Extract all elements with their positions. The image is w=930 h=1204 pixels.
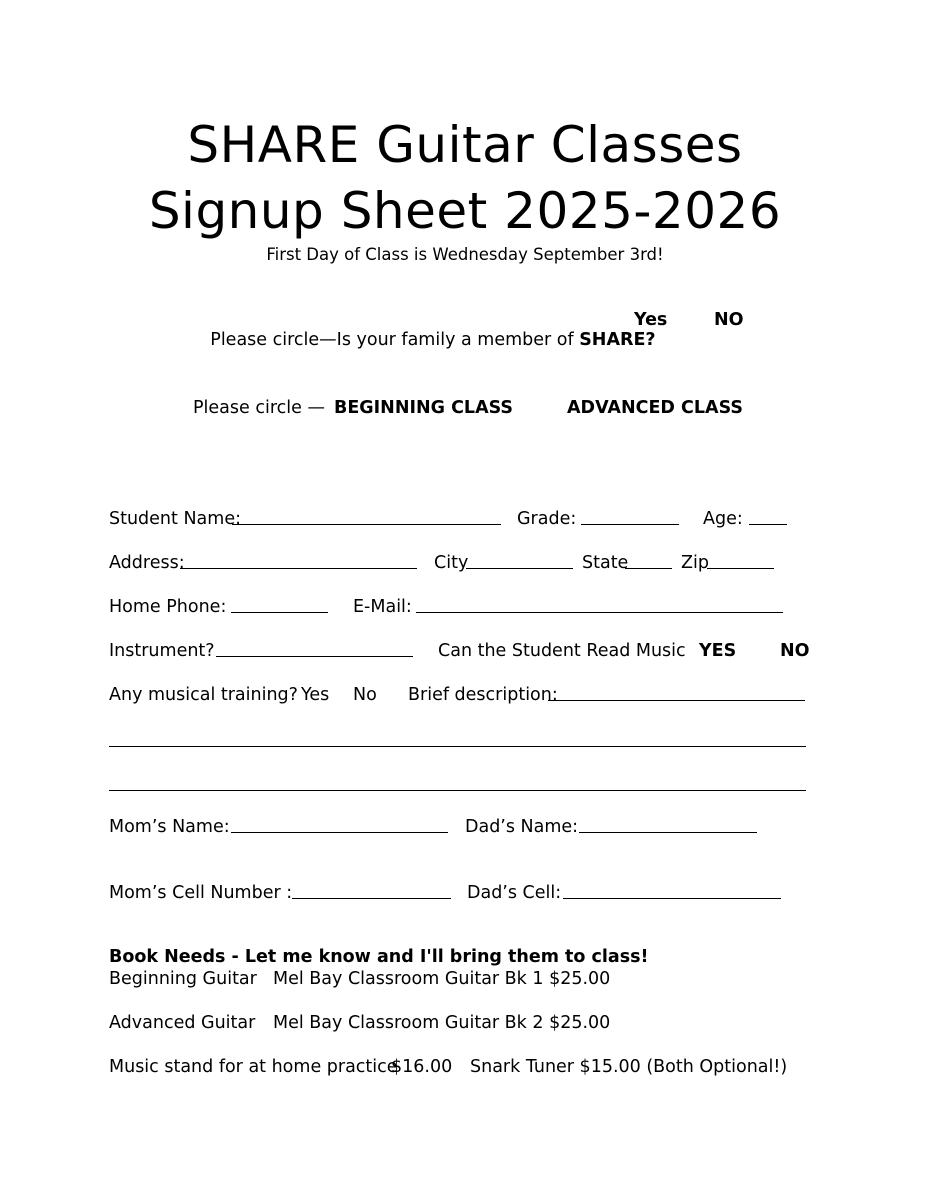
- read-music-yes-option[interactable]: YES: [699, 641, 737, 661]
- grade-field[interactable]: [581, 509, 679, 525]
- membership-org: SHARE?: [579, 330, 656, 350]
- age-field[interactable]: [749, 509, 787, 525]
- city-label: City: [434, 553, 469, 573]
- moms-name-label: Mom’s Name:: [109, 817, 230, 837]
- dads-cell-label: Dad’s Cell:: [467, 883, 562, 903]
- membership-prompt: Please circle—Is your family a member of: [210, 330, 580, 350]
- music-stand-price: $16.00: [391, 1057, 453, 1077]
- home-phone-label: Home Phone:: [109, 597, 227, 617]
- membership-question: [188, 310, 656, 370]
- dads-name-field[interactable]: [579, 817, 757, 833]
- read-music-label: Can the Student Read Music: [438, 641, 686, 661]
- description-line-2[interactable]: [109, 731, 806, 747]
- zip-label: Zip: [681, 553, 709, 573]
- student-name-field[interactable]: [232, 509, 501, 525]
- dads-name-label: Dad’s Name:: [465, 817, 579, 837]
- membership-yes-option[interactable]: Yes: [634, 310, 668, 330]
- city-field[interactable]: [466, 553, 573, 569]
- instrument-field[interactable]: [216, 641, 413, 657]
- music-stand-label: Music stand for at home practice: [109, 1057, 398, 1077]
- training-no-option[interactable]: No: [353, 685, 377, 705]
- address-field[interactable]: [180, 553, 417, 569]
- dads-cell-field[interactable]: [563, 883, 781, 899]
- state-field[interactable]: [625, 553, 672, 569]
- moms-cell-field[interactable]: [292, 883, 451, 899]
- address-label: Address:: [109, 553, 185, 573]
- subtitle: First Day of Class is Wednesday September 3rd!: [266, 245, 664, 264]
- training-yes-option[interactable]: Yes: [301, 685, 330, 705]
- book-title-advanced: Mel Bay Classroom Guitar Bk 2 $25.00: [273, 1013, 611, 1033]
- zip-field[interactable]: [707, 553, 774, 569]
- email-field[interactable]: [416, 597, 783, 613]
- book-level-advanced: Advanced Guitar: [109, 1013, 256, 1033]
- beginning-class-option[interactable]: BEGINNING CLASS: [334, 398, 514, 418]
- title-line-2: Signup Sheet 2025-2026: [148, 182, 782, 240]
- book-needs-heading: Book Needs - Let me know and I'll bring them to class!: [109, 947, 649, 967]
- email-label: E-Mail:: [353, 597, 412, 617]
- home-phone-field[interactable]: [231, 597, 328, 613]
- training-label: Any musical training?: [109, 685, 298, 705]
- description-line-3[interactable]: [109, 775, 806, 791]
- grade-label: Grade:: [517, 509, 577, 529]
- advanced-class-option[interactable]: ADVANCED CLASS: [567, 398, 743, 418]
- student-name-label: Student Name:: [109, 509, 241, 529]
- brief-description-field[interactable]: [548, 685, 805, 701]
- book-title-beginning: Mel Bay Classroom Guitar Bk 1 $25.00: [273, 969, 611, 989]
- age-label: Age:: [703, 509, 743, 529]
- book-level-beginning: Beginning Guitar: [109, 969, 257, 989]
- state-label: State: [582, 553, 629, 573]
- tuner-info: Snark Tuner $15.00 (Both Optional!): [470, 1057, 788, 1077]
- brief-description-label: Brief description:: [408, 685, 558, 705]
- read-music-no-option[interactable]: NO: [780, 641, 810, 661]
- membership-no-option[interactable]: NO: [714, 310, 744, 330]
- moms-name-field[interactable]: [231, 817, 448, 833]
- moms-cell-label: Mom’s Cell Number :: [109, 883, 293, 903]
- class-choice-prompt: Please circle —: [193, 398, 325, 418]
- instrument-label: Instrument?: [109, 641, 215, 661]
- title-line-1: SHARE Guitar Classes: [187, 116, 743, 174]
